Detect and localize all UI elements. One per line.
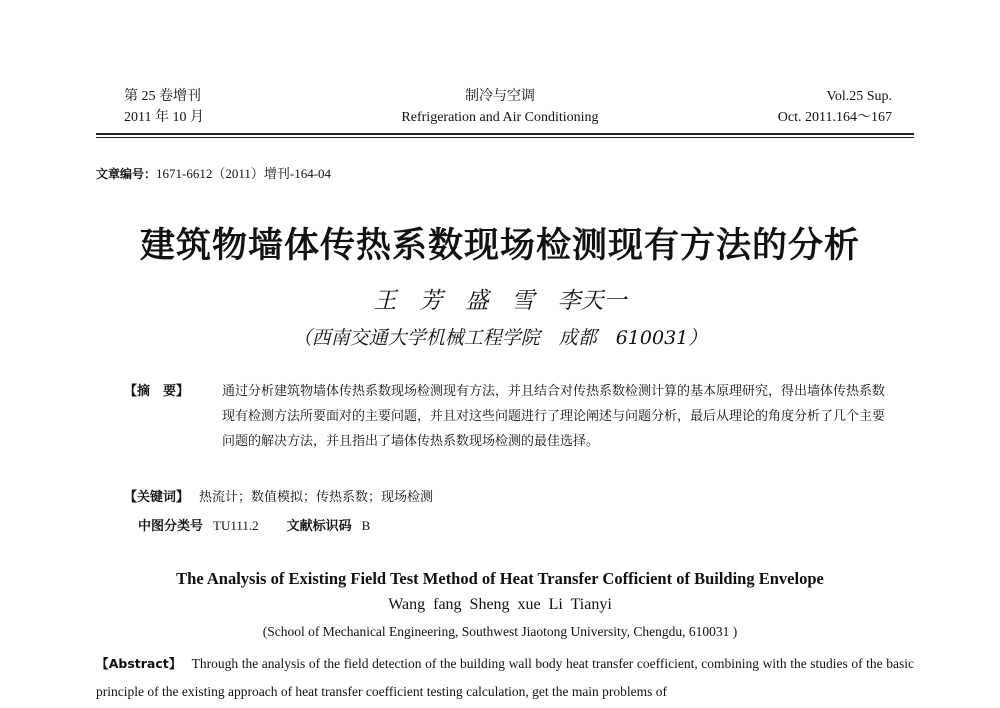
clc-value: TU111.2 [213,518,259,533]
paper-title-en: The Analysis of Existing Field Test Method of Heat Transfer Cofficient of Building Envelope [176,569,824,588]
journal-volume-en: Vol.25 Sup. [826,89,892,104]
abstract-zh [124,379,894,454]
header-rule-thick [96,133,914,135]
header-right [778,86,892,128]
journal-volume: 第 25 卷增刊 [124,89,201,104]
article-number-value: 1671-6612（2011）增刊-164-04 [156,166,332,181]
doc-code-value: B [361,518,371,533]
journal-name-zh: 制冷与空调 [465,89,535,104]
affiliation-zh: （西南交通大学机械工程学院 成都 610031） [292,327,708,349]
clc-label: 中图分类号 [138,519,204,534]
abstract-en-text: Through the analysis of the field detection of the building wall body heat transfer coefficient, combining with the studies of the basic principle of the existing approach of heat transfer coefficient testing calculation, get the main problems of [96,656,914,699]
article-number-label: 文章编号： [96,167,157,181]
authors-zh: 王 芳 盛 雪 李天一 [373,288,627,314]
header-rule-thin [96,137,914,138]
doc-code-label: 文献标识码 [286,519,352,534]
abstract-zh-text: 通过分析建筑物墙体传热系数现场检测现有方法，并且结合对传热系数检测计算的基本原理研究，得出墙体传热系数现有检测方法所要面对的主要问题，并且对这些问题进行了理论阐述与问题分析，最后从理论的角度分析了几个主要问题的解决方法，并且指出了墙体传热系数现场检测的最佳选择。 [222,384,886,449]
journal-date: 2011 年 10 月 [124,110,204,125]
abstract-en-label: 【Abstract】 [96,656,182,671]
article-number [96,163,331,182]
journal-pages-en: Oct. 2011.164～167 [777,110,892,125]
affiliation-en: (School of Mechanical Engineering, Southwest Jiaotong University, Chengdu, 610031 ) [262,624,738,639]
keywords-label: 【关键词】 [124,490,190,505]
authors-en: Wang fang Sheng xue Li Tianyi [388,596,612,613]
journal-name-en: Refrigeration and Air Conditioning [401,110,599,125]
paper-title-zh: 建筑物墙体传热系数现场检测现有方法的分析 [139,226,860,266]
keywords-text: 热流计；数值模拟；传热系数；现场检测 [199,490,434,505]
abstract-zh-label: 【摘 要】 [124,384,190,399]
abstract-en [96,650,914,706]
classification [138,515,398,534]
keywords [124,486,433,505]
